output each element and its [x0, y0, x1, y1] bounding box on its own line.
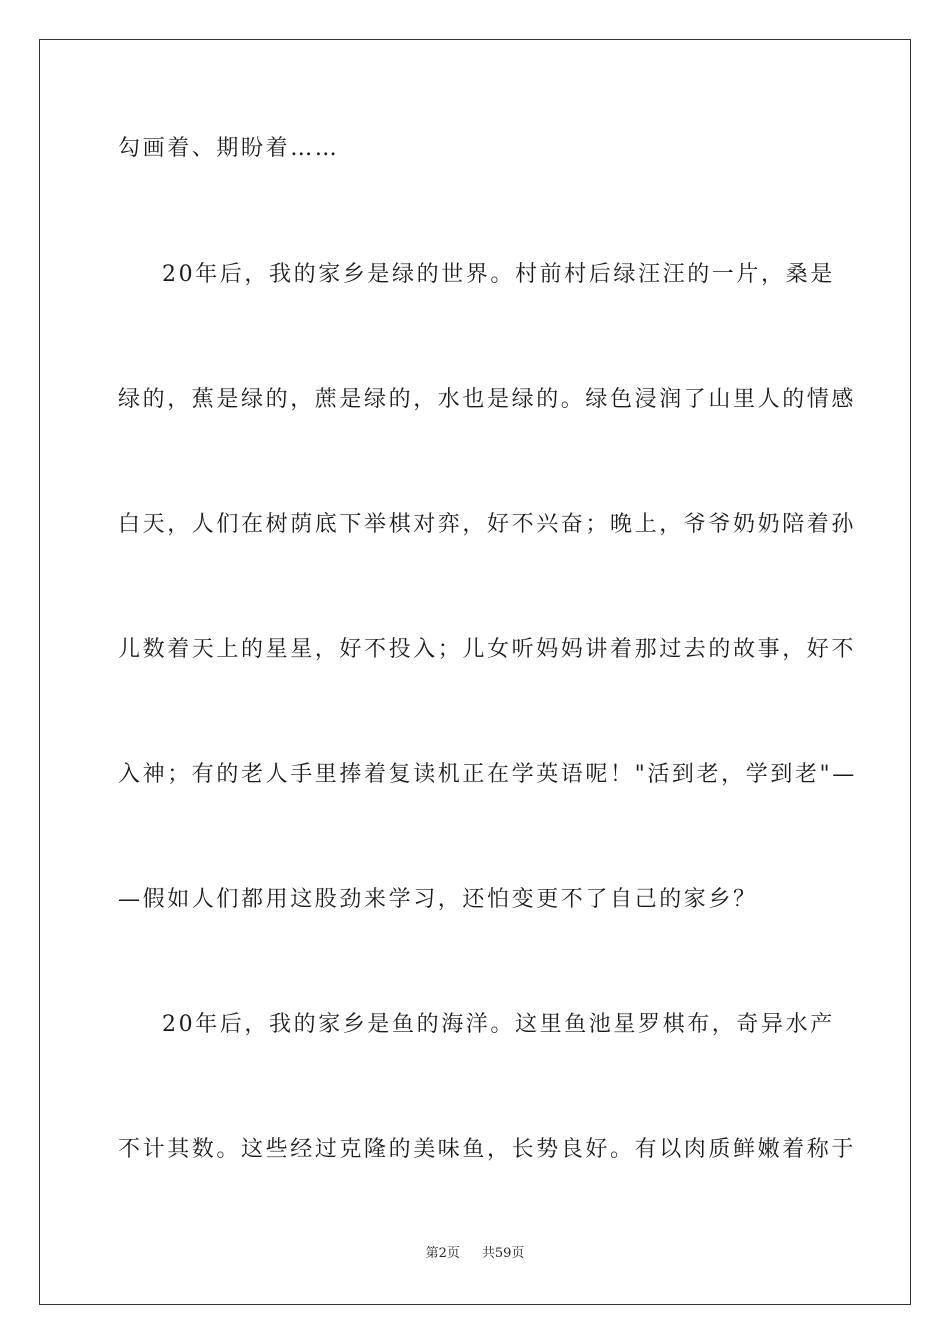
page-footer [0, 1245, 950, 1263]
page-border [39, 39, 911, 1305]
paragraph-start-line: 20年后，我的家乡是绿的世界。村前村后绿汪汪的一片，桑是 [162, 262, 835, 287]
total-pages: 共59页 [481, 1246, 525, 1261]
text-line: 绿的，蕉是绿的，蔗是绿的，水也是绿的。绿色浸润了山里人的情感 [118, 387, 857, 412]
text-line: 白天，人们在树荫底下举棋对弈，好不兴奋；晚上，爷爷奶奶陪着孙 [118, 512, 857, 537]
text-line: 勾画着、期盼着…… [118, 136, 340, 161]
text-line: 入神；有的老人手里捧着复读机正在学英语呢！"活到老，学到老"— [118, 762, 857, 787]
page-number: 第2页 [425, 1246, 460, 1261]
paragraph-start-line: 20年后，我的家乡是鱼的海洋。这里鱼池星罗棋布，奇异水产 [162, 1012, 835, 1037]
text-line: 儿数着天上的星星，好不投入；儿女听妈妈讲着那过去的故事，好不 [118, 637, 857, 662]
text-line: —假如人们都用这股劲来学习，还怕变更不了自己的家乡？ [118, 887, 758, 912]
text-line: 不计其数。这些经过克隆的美味鱼，长势良好。有以肉质鲜嫩着称于 [118, 1137, 857, 1162]
